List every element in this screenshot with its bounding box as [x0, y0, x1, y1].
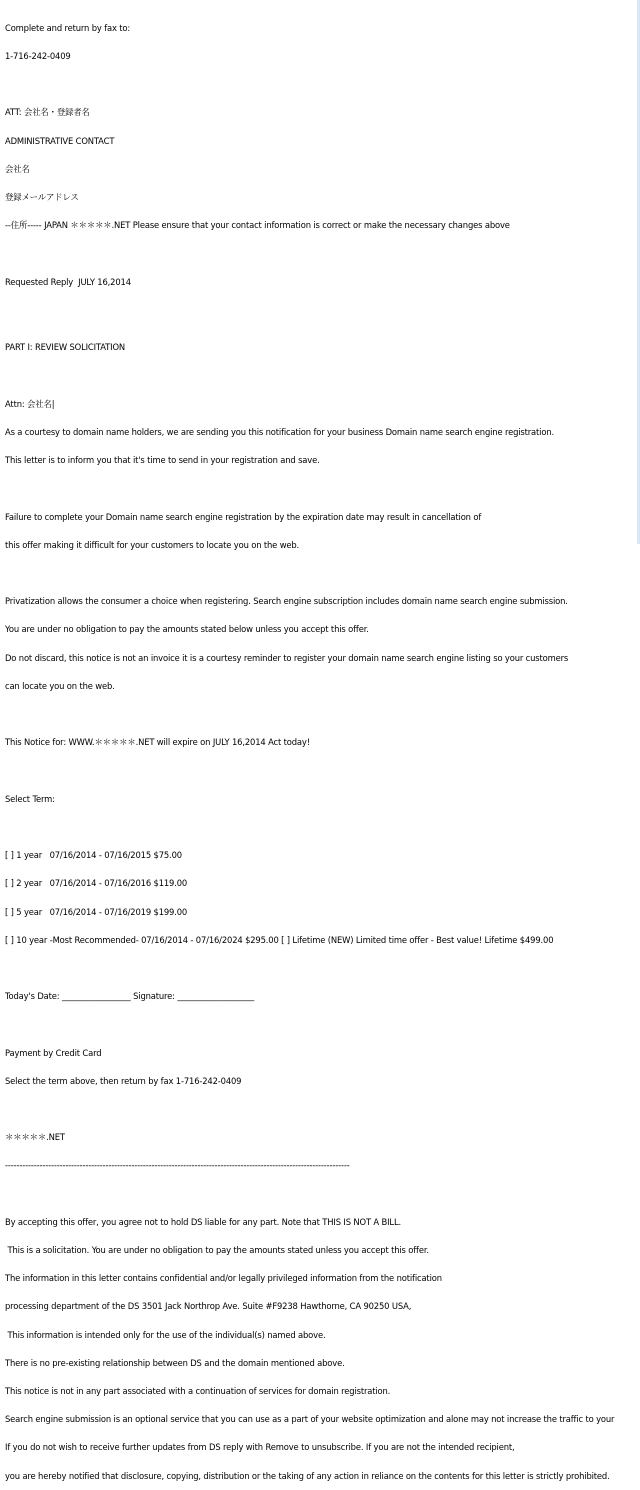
part1-title: PART I: REVIEW SOLICITATION — [5, 342, 126, 353]
footer-line: This information is intended only for the use of the individual(s) named above. — [5, 1329, 326, 1340]
admin-contact: ADMINISTRATIVE CONTACT — [5, 135, 115, 146]
letter-body — [5, 5, 637, 1490]
attn-line: Attn: 会社名| — [5, 398, 55, 409]
para2-line: this offer making it difficult for your customers to locate you on the web. — [5, 539, 300, 550]
footer-line: By accepting this offer, you agree not to hold DS liable for any part. Note that THIS IS NOT A BILL. — [5, 1216, 401, 1227]
footer-line: This is a solicitation. You are under no obligation to pay the amounts stated unless you accept this offer. — [5, 1244, 429, 1255]
term-option: [ ] 10 year -Most Recommended- 07/16/2014 - 07/16/2024 $295.00 [ ] Lifetime (NEW) Limited time offer - Best value! Lifetime $499.00 — [5, 934, 554, 945]
term-option: [ ] 5 year 07/16/2014 - 07/16/2019 $199.00 — [5, 906, 188, 917]
para1-line: As a courtesy to domain name holders, we are sending you this notification for your business Domain name search engine registration. — [5, 427, 554, 438]
address-line: --住所----- JAPAN ＊＊＊＊＊.NET Please ensure that your contact information is correct or make the necessary changes above — [5, 220, 510, 231]
footer-line: processing department of the DS 3501 Jack Northrop Ave. Suite #F9238 Hawthorne, CA 90250 USA, — [5, 1301, 412, 1312]
para3-line: can locate you on the web. — [5, 680, 115, 691]
para3-line: You are under no obligation to pay the amounts stated below unless you accept this offer. — [5, 624, 369, 635]
footer-line: If you do not wish to receive further updates from DS reply with Remove to unsubscribe. If you are not the intended recipient, — [5, 1442, 515, 1453]
requested-reply: Requested Reply JULY 16,2014 — [5, 276, 131, 287]
fax-intro: Complete and return by fax to: — [5, 22, 131, 33]
para2-line: Failure to complete your Domain name search engine registration by the expiration date may result in cancellation of — [5, 511, 482, 522]
footer-line: This notice is not in any part associated with a continuation of services for domain registration. — [5, 1385, 391, 1396]
registered-email: 登録メールアドレス — [5, 192, 79, 203]
select-term-label: Select Term: — [5, 793, 55, 804]
footer-line: The information in this letter contains confidential and/or legally privileged information from the notification — [5, 1273, 442, 1284]
date-signature-line: Today's Date: _________________ Signature: ___________________ — [5, 991, 255, 1002]
separator-line: ------------------------------------------------------------------------------------------------------------------------ — [5, 1160, 350, 1171]
expiry-notice: This Notice for: WWW.＊＊＊＊＊.NET will expire on JULY 16,2014 Act today! — [5, 737, 310, 748]
term-option: [ ] 1 year 07/16/2014 - 07/16/2015 $75.00 — [5, 850, 182, 861]
footer-line: Search engine submission is an optional service that you can use as a part of your website optimization and alone may not increase the traffic to your — [5, 1414, 615, 1425]
footer-line: There is no pre-existing relationship between DS and the domain mentioned above. — [5, 1357, 345, 1368]
para3-line: Privatization allows the consumer a choice when registering. Search engine subscription includes domain name search engine submission. — [5, 596, 568, 607]
company-name: 会社名 — [5, 163, 30, 174]
att-line: ATT: 会社名・登録者名 — [5, 107, 90, 118]
payment-instruction: Select the term above, then return by fax 1-716-242-0409 — [5, 1075, 242, 1086]
para1-line: This letter is to inform you that it's time to send in your registration and save. — [5, 455, 320, 466]
domain-name: ＊＊＊＊＊.NET — [5, 1132, 65, 1143]
payment-title: Payment by Credit Card — [5, 1047, 102, 1058]
footer-line: you are hereby notified that disclosure, copying, distribution or the taking of any action in reliance on the contents for this letter is strictly prohibited. — [5, 1470, 610, 1481]
para3-line: Do not discard, this notice is not an invoice it is a courtesy reminder to register your domain name search engine listing so your customers — [5, 652, 569, 663]
fax-number: 1-716-242-0409 — [5, 51, 71, 62]
term-option: [ ] 2 year 07/16/2014 - 07/16/2016 $119.00 — [5, 878, 188, 889]
